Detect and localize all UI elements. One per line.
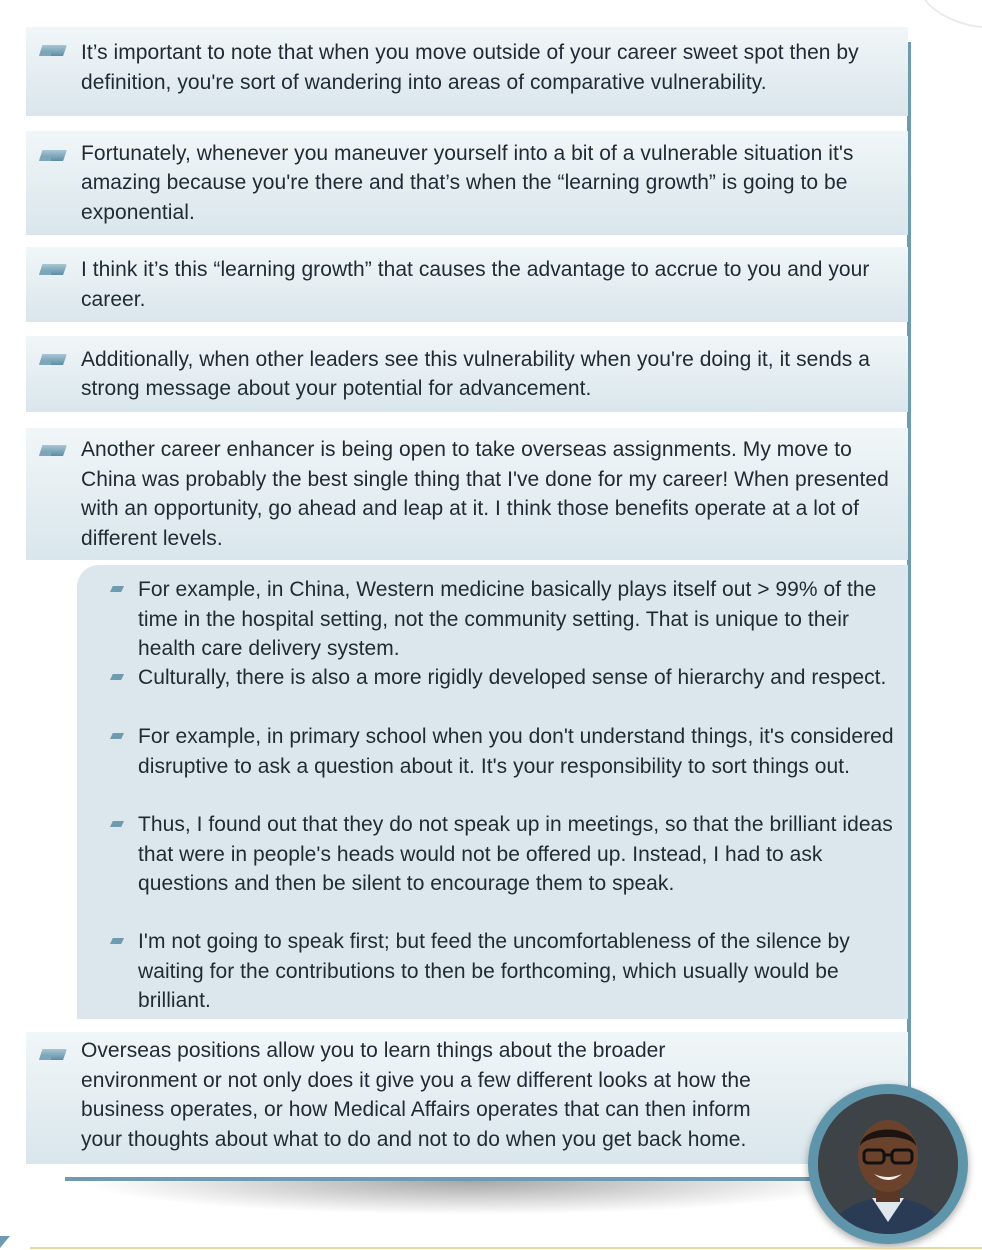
main-point-4	[26, 336, 908, 412]
sub-point-3	[138, 722, 898, 781]
main-point-6	[26, 1032, 908, 1164]
sub-point-text: Thus, I found out that they do not speak up in meetings, so that the brilliant ideas that were in people's heads would not be offered up. Instead, I had to ask questions and then be silent to encourage them to speak.	[138, 813, 893, 895]
bottom-rule	[30, 1247, 982, 1249]
speaker-portrait	[818, 1094, 958, 1234]
main-point-text: I think it’s this “learning growth” that causes the advantage to accrue to you and your career.	[81, 258, 870, 311]
sub-point-1	[138, 575, 898, 664]
sub-point-5	[138, 927, 898, 1016]
main-point-2	[26, 131, 908, 235]
main-point-1	[26, 27, 908, 116]
bullet-arrow-icon	[39, 1049, 67, 1060]
bullet-arrow-icon	[39, 354, 67, 365]
corner-marker	[0, 1236, 10, 1248]
main-point-text: Another career enhancer is being open to take overseas assignments. My move to China was probably the best single thing that I've done for my career! When presented with an opportunity, go ahead and leap at it. I think those benefits operate at a lot of different levels.	[81, 438, 889, 550]
sub-point-text: For example, in China, Western medicine basically plays itself out > 99% of the time in the hospital setting, not the community setting. That is unique to their health care delivery system.	[138, 578, 877, 660]
main-point-text: Overseas positions allow you to learn things about the broader environment or not only does it give you a few different looks at how the business operates, or how Medical Affairs operates that can then inform your thoughts about what to do and not to do when you get back home.	[81, 1039, 751, 1151]
bullet-arrow-icon	[39, 150, 67, 161]
sub-point-text: Culturally, there is also a more rigidly developed sense of hierarchy and respect.	[138, 666, 887, 689]
portrait-illustration	[818, 1094, 958, 1234]
main-point-text: Additionally, when other leaders see this vulnerability when you're doing it, it sends a strong message about your potential for advancement.	[81, 347, 870, 400]
main-point-text: Fortunately, whenever you maneuver yourself into a bit of a vulnerable situation it's amazing because you're there and that’s when the “learning growth” is going to be exponential.	[81, 141, 854, 224]
avatar	[808, 1084, 968, 1244]
bullet-arrow-icon	[39, 264, 67, 275]
main-point-text: It’s important to note that when you move outside of your career sweet spot then by definition, you're sort of wandering into areas of comparative vulnerability.	[81, 41, 859, 94]
sub-point-2	[138, 663, 898, 693]
sub-point-text: I'm not going to speak first; but feed the uncomfortableness of the silence by waiting for the contributions to then be forthcoming, which usually would be brilliant.	[138, 930, 850, 1012]
sub-point-text: For example, in primary school when you don't understand things, it's considered disruptive to ask a question about it. It's your responsibility to sort things out.	[138, 725, 894, 778]
bullet-arrow-icon	[39, 45, 67, 56]
main-point-3	[26, 247, 908, 322]
main-point-5	[26, 428, 908, 560]
bullet-arrow-icon	[39, 445, 67, 456]
sub-point-4	[138, 810, 898, 899]
corner-decoration	[913, 0, 982, 39]
drop-shadow	[80, 1181, 860, 1215]
